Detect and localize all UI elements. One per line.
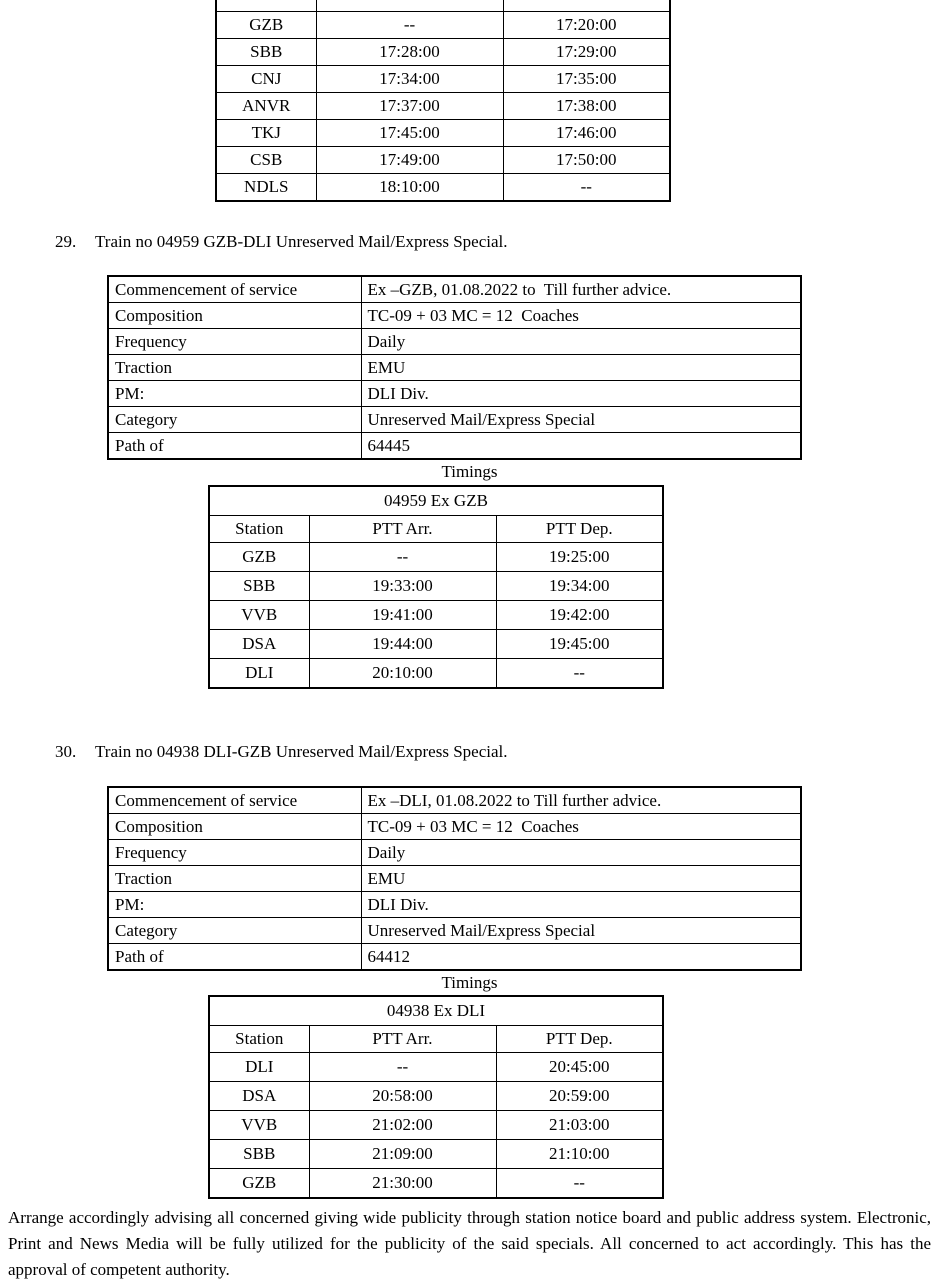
table-row: [209, 1053, 663, 1082]
table-row: [108, 839, 801, 865]
table-cell: 17:38:00: [503, 93, 670, 120]
table-cell: 19:42:00: [496, 600, 663, 629]
table-cell: Composition: [108, 303, 361, 329]
table-row: [209, 571, 663, 600]
timings-label-30: Timings: [441, 972, 498, 992]
column-header-station: Station: [209, 1026, 309, 1053]
table-cell: 20:58:00: [309, 1082, 496, 1111]
info-table-30: [107, 786, 802, 971]
table-cell: VVB: [209, 1111, 309, 1140]
table-row: [216, 12, 670, 39]
table-cell: 19:33:00: [309, 571, 496, 600]
table-cell: Path of: [108, 943, 361, 970]
table-row: [108, 355, 801, 381]
table-row: [209, 658, 663, 688]
table-cell: DLI Div.: [361, 381, 801, 407]
table-cell: PM:: [108, 891, 361, 917]
table-cell: 19:44:00: [309, 629, 496, 658]
table-cell: [216, 0, 316, 12]
top-timings-body: [216, 12, 670, 202]
footer-paragraph: Arrange accordingly advising all concerned giving wide publicity through station notice board and public address system. Electronic, Print and News Media will be fully utilized for the publicity of the said specials. All concerned to act accordingly. This has the approval of competent authority.: [8, 1208, 931, 1279]
table-cell: DLI: [209, 658, 309, 688]
section-title: Train no 04938 DLI-GZB Unreserved Mail/Express Special.: [95, 741, 508, 761]
timings-train-title: 04959 Ex GZB: [209, 486, 663, 516]
table-cell: [316, 0, 503, 12]
table-cell: Commencement of service: [108, 787, 361, 814]
table-row: [108, 787, 801, 814]
table-cell: 17:45:00: [316, 120, 503, 147]
table-cell: 19:34:00: [496, 571, 663, 600]
table-cell: 64412: [361, 943, 801, 970]
table-cell: GZB: [216, 12, 316, 39]
table-cell: 19:41:00: [309, 600, 496, 629]
table-cell: DSA: [209, 629, 309, 658]
table-cell: GZB: [209, 542, 309, 571]
timings-table-30-body: [209, 1053, 663, 1199]
table-row: [216, 93, 670, 120]
table-row: [209, 1082, 663, 1111]
table-row: [216, 120, 670, 147]
table-cell: 19:25:00: [496, 542, 663, 571]
table-cell: 21:10:00: [496, 1140, 663, 1169]
table-row: [108, 276, 801, 303]
table-cell: --: [309, 1053, 496, 1082]
table-cell: --: [309, 542, 496, 571]
table-cell: SBB: [216, 39, 316, 66]
table-cell: 20:45:00: [496, 1053, 663, 1082]
table-row: [209, 1140, 663, 1169]
table-cell: PM:: [108, 381, 361, 407]
table-cell: CNJ: [216, 66, 316, 93]
table-cell: Unreserved Mail/Express Special: [361, 917, 801, 943]
table-cell: 17:50:00: [503, 147, 670, 174]
table-cell: 17:28:00: [316, 39, 503, 66]
column-header-station: Station: [209, 515, 309, 542]
table-cell: 17:49:00: [316, 147, 503, 174]
table-row: [209, 1111, 663, 1140]
table-cell: [503, 0, 670, 12]
table-cell: 20:59:00: [496, 1082, 663, 1111]
table-cell: GZB: [209, 1169, 309, 1199]
table-cell: 21:09:00: [309, 1140, 496, 1169]
timings-label-29: Timings: [441, 462, 498, 482]
section-30-heading: [55, 741, 939, 762]
table-row: [209, 515, 663, 542]
table-cell: Daily: [361, 329, 801, 355]
table-row: [209, 1169, 663, 1199]
table-cell: SBB: [209, 1140, 309, 1169]
table-cell: --: [503, 174, 670, 202]
table-cell: SBB: [209, 571, 309, 600]
table-cell: Category: [108, 407, 361, 433]
table-cell: --: [316, 12, 503, 39]
table-cell: EMU: [361, 865, 801, 891]
table-cell: TC-09 + 03 MC = 12 Coaches: [361, 303, 801, 329]
timings-train-title: 04938 Ex DLI: [209, 996, 663, 1026]
timings-table-29-body: [209, 542, 663, 688]
table-cell: Daily: [361, 839, 801, 865]
table-row: [216, 147, 670, 174]
table-row: [108, 943, 801, 970]
table-cell: DLI Div.: [361, 891, 801, 917]
table-cell: 17:35:00: [503, 66, 670, 93]
table-row: [216, 66, 670, 93]
table-row: [108, 917, 801, 943]
table-cell: Frequency: [108, 839, 361, 865]
table-row: [108, 329, 801, 355]
table-cell: --: [496, 1169, 663, 1199]
table-cell: Ex –GZB, 01.08.2022 to Till further advice.: [361, 276, 801, 303]
table-cell: Category: [108, 917, 361, 943]
table-row: [216, 174, 670, 202]
table-cell: Commencement of service: [108, 276, 361, 303]
table-row: [108, 433, 801, 460]
section-number: 29.: [55, 232, 77, 251]
section-29-heading: [55, 231, 939, 252]
table-cell: 21:02:00: [309, 1111, 496, 1140]
table-row: [108, 303, 801, 329]
table-cell: 17:37:00: [316, 93, 503, 120]
table-row: [216, 39, 670, 66]
timings-table-30: [208, 995, 664, 1199]
table-row: [209, 486, 663, 516]
column-header-arr: PTT Arr.: [309, 1026, 496, 1053]
table-cell: TC-09 + 03 MC = 12 Coaches: [361, 813, 801, 839]
table-row: [209, 1026, 663, 1053]
section-number: 30.: [55, 741, 77, 761]
table-cell: VVB: [209, 600, 309, 629]
table-cell: ANVR: [216, 93, 316, 120]
table-cell: 17:46:00: [503, 120, 670, 147]
column-header-arr: PTT Arr.: [309, 515, 496, 542]
column-header-dep: PTT Dep.: [496, 515, 663, 542]
table-cell: 21:30:00: [309, 1169, 496, 1199]
table-cell: 64445: [361, 433, 801, 460]
table-cell: DSA: [209, 1082, 309, 1111]
table-cell: Ex –DLI, 01.08.2022 to Till further advice.: [361, 787, 801, 814]
table-row: [209, 629, 663, 658]
table-row: [209, 996, 663, 1026]
table-cell: Frequency: [108, 329, 361, 355]
table-cell: EMU: [361, 355, 801, 381]
table-cell: CSB: [216, 147, 316, 174]
info-table-30-body: [108, 787, 801, 970]
section-title: Train no 04959 GZB-DLI Unreserved Mail/Express Special.: [95, 232, 508, 251]
table-cell: NDLS: [216, 174, 316, 202]
table-row: [108, 407, 801, 433]
table-row: [108, 891, 801, 917]
table-cell: 20:10:00: [309, 658, 496, 688]
top-timings-table: [215, 0, 671, 202]
table-cell: 17:29:00: [503, 39, 670, 66]
table-cell: 17:20:00: [503, 12, 670, 39]
table-cell: Unreserved Mail/Express Special: [361, 407, 801, 433]
table-cell: Traction: [108, 355, 361, 381]
table-row: [108, 381, 801, 407]
table-cell: --: [496, 658, 663, 688]
timings-table-29: [208, 485, 664, 689]
table-row: [108, 865, 801, 891]
column-header-dep: PTT Dep.: [496, 1026, 663, 1053]
table-cell: DLI: [209, 1053, 309, 1082]
table-cell: Path of: [108, 433, 361, 460]
table-row: [108, 813, 801, 839]
table-cell: Traction: [108, 865, 361, 891]
table-row: [209, 542, 663, 571]
table-cell: 19:45:00: [496, 629, 663, 658]
table-cell: 18:10:00: [316, 174, 503, 202]
info-table-29-body: [108, 276, 801, 459]
table-cell: 17:34:00: [316, 66, 503, 93]
table-cell: Composition: [108, 813, 361, 839]
table-cell: 21:03:00: [496, 1111, 663, 1140]
cutoff-row: [216, 0, 670, 12]
table-row: [209, 600, 663, 629]
info-table-29: [107, 275, 802, 460]
table-cell: TKJ: [216, 120, 316, 147]
